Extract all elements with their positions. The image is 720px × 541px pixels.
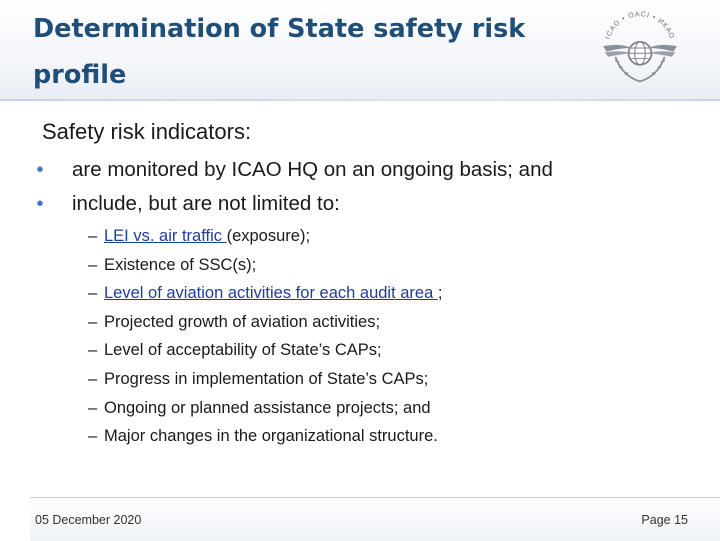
bullet-item — [20, 155, 700, 189]
bullet-text: include, but are not limited to: — [72, 192, 340, 215]
indicator-item — [88, 395, 652, 424]
indicator-suffix: (exposure); — [226, 227, 311, 245]
indicator-label: Progress in implementation of State’s CAPs; — [104, 369, 429, 388]
indicator-label: Projected growth of aviation activities; — [104, 312, 381, 331]
indicator-text — [104, 309, 380, 335]
header-divider — [0, 99, 720, 101]
indicator-label: Ongoing or planned assistance projects; and — [104, 398, 431, 417]
indicator-label: Major changes in the organizational structure. — [104, 427, 438, 446]
indicator-item — [88, 366, 652, 395]
indicator-list — [88, 223, 652, 452]
indicator-suffix: ; — [437, 284, 443, 303]
indicator-text — [104, 423, 438, 449]
indicator-item — [88, 252, 652, 281]
dash-marker: – — [88, 398, 98, 417]
dash-marker: – — [88, 312, 98, 331]
svg-text:ICAO • OACI • ИКАО — [605, 11, 676, 40]
indicator-item — [88, 337, 652, 366]
dash-marker: – — [88, 284, 98, 303]
icao-emblem-icon — [596, 4, 684, 92]
bullet-text: are monitored by ICAO HQ on an ongoing basis; and — [72, 158, 553, 181]
indicator-item — [88, 223, 652, 252]
indicator-text — [104, 395, 431, 421]
indicator-item — [88, 423, 652, 452]
slide-title: Determination of State safety risk profile — [33, 14, 526, 90]
bullet-item — [20, 189, 700, 223]
dash-marker: – — [88, 227, 98, 245]
dash-marker: – — [88, 369, 98, 388]
indicator-text — [104, 252, 256, 278]
logo-ring-text: ICAO • OACI • ИКАО — [604, 11, 676, 41]
dash-marker: – — [88, 341, 98, 360]
bullet-marker: • — [36, 193, 44, 215]
footer-date: 05 December 2020 — [35, 513, 142, 527]
dash-marker: – — [88, 255, 98, 274]
dash-marker: – — [88, 427, 98, 446]
indicator-label: Existence of SSC(s); — [104, 255, 257, 274]
bullet-marker: • — [36, 159, 44, 181]
indicator-item — [88, 309, 652, 338]
indicator-text — [104, 366, 428, 392]
indicator-text — [104, 280, 442, 306]
indicator-text — [104, 223, 310, 249]
indicator-label: Level of acceptability of State’s CAPs; — [104, 341, 382, 360]
safety-risk-indicators-heading: Safety risk indicators: — [42, 119, 252, 144]
indicator-text — [104, 337, 382, 363]
bullet-list — [20, 155, 700, 223]
page-number: Page 15 — [641, 513, 688, 527]
audit-area-activity-link[interactable]: Level of aviation activities for each audit area — [104, 284, 438, 303]
indicator-item — [88, 280, 652, 309]
lei-vs-air-traffic-link[interactable]: LEI vs. air traffic — [104, 227, 227, 245]
